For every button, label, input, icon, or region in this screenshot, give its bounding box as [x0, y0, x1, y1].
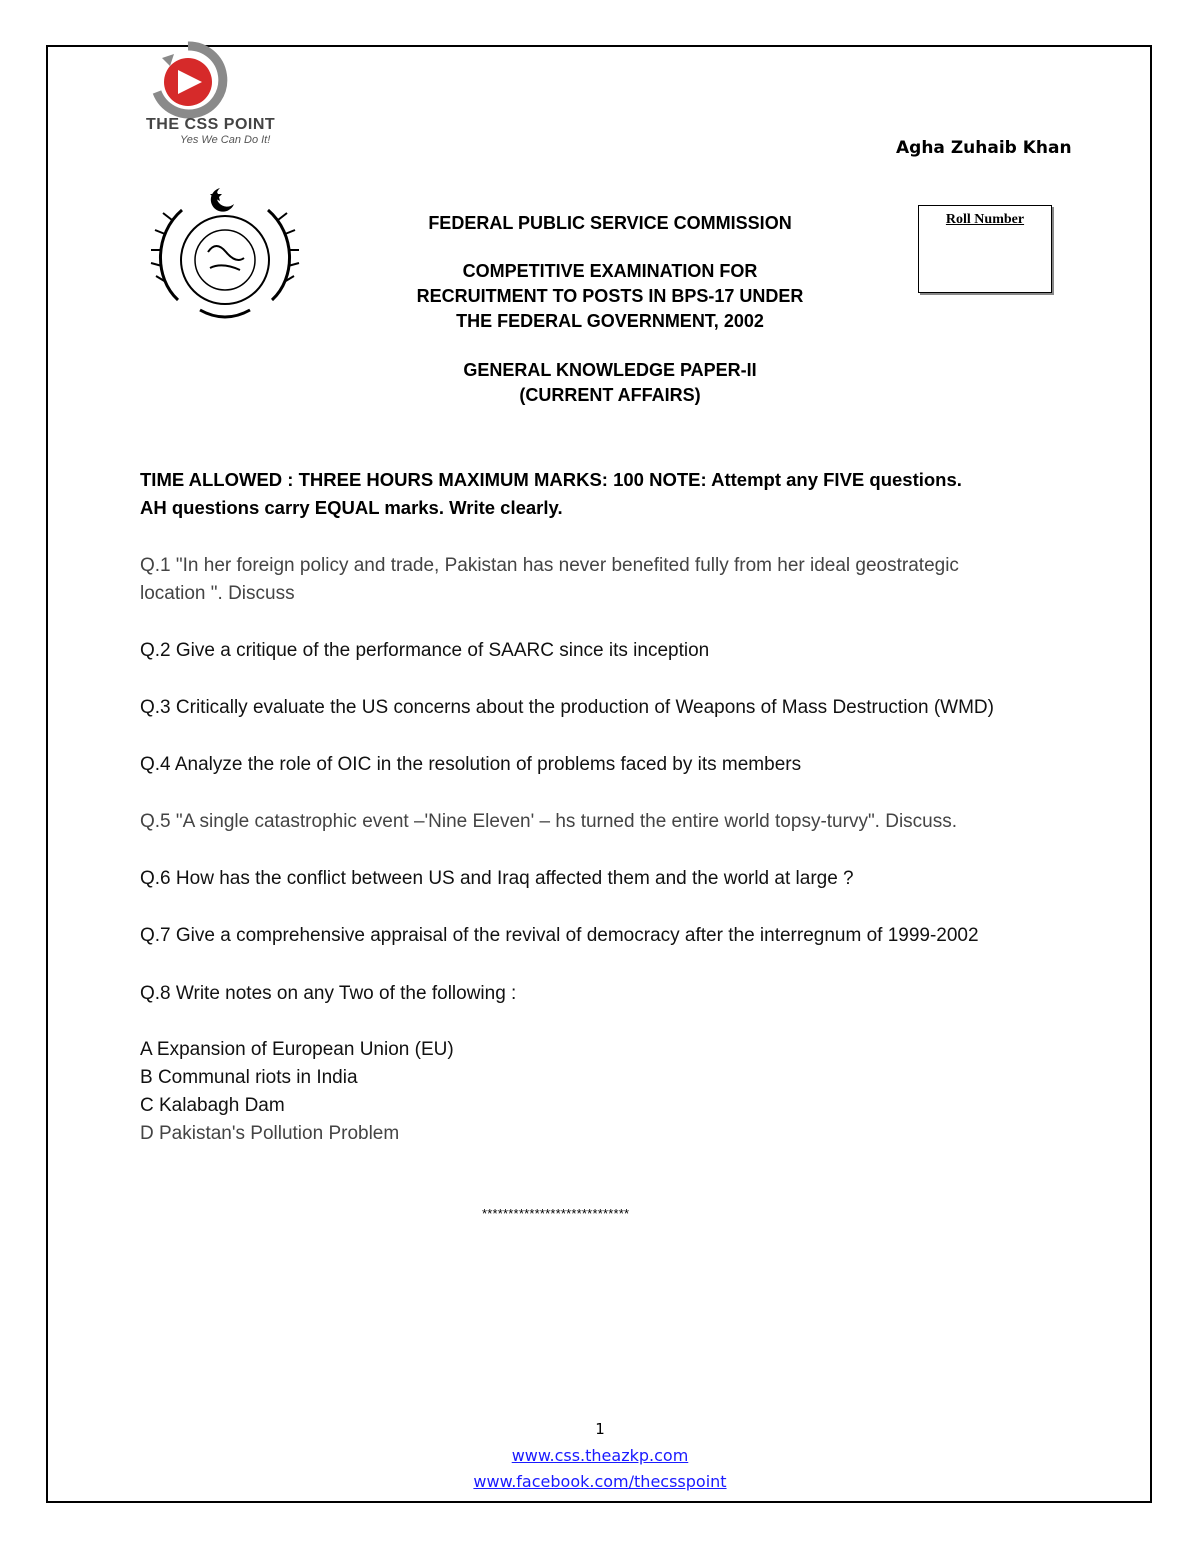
exam-title: COMPETITIVE EXAMINATION FOR RECRUITMENT TO POSTS IN BPS-17 UNDER THE FEDERAL GOVERNMENT, 2002: [416, 261, 804, 331]
question-5: Q.5 "A single catastrophic event –'Nine Eleven' – hs turned the entire world topsy-turvy". Discuss.: [140, 811, 958, 832]
exam-instructions: TIME ALLOWED : THREE HOURS MAXIMUM MARKS: 100 NOTE: Attempt any FIVE questions. AH questions carry EQUAL marks. Write clearly.: [140, 469, 962, 518]
commission-title: FEDERAL PUBLIC SERVICE COMMISSION: [428, 213, 792, 233]
logo-wordmark: THE CSS POINT: [146, 116, 276, 133]
question-6: Q.6 How has the conflict between US and Iraq affected them and the world at large ?: [140, 868, 854, 889]
fpsc-seal-icon: [150, 182, 300, 327]
notes-options-list: [140, 1036, 1130, 1148]
question-1: Q.1 "In her foreign policy and trade, Pakistan has never benefited fully from her ideal geostrategic location ". Discuss: [140, 555, 959, 604]
question-3: Q.3 Critically evaluate the US concerns about the production of Weapons of Mass Destruction (WMD): [140, 697, 994, 718]
roll-number-box[interactable]: [918, 205, 1052, 293]
author-name: Agha Zuhaib Khan: [896, 138, 1072, 158]
question-7: Q.7 Give a comprehensive appraisal of the revival of democracy after the interregnum of 1999-2002: [140, 925, 979, 946]
website-link[interactable]: www.css.theazkp.com: [511, 1446, 689, 1465]
logo-tagline: Yes We Can Do It!: [180, 134, 271, 146]
css-point-logo: [146, 40, 306, 160]
question-2: Q.2 Give a critique of the performance of SAARC since its inception: [140, 640, 710, 661]
list-item: A Expansion of European Union (EU): [140, 1039, 454, 1060]
page-number: 1: [595, 1420, 605, 1438]
list-item: B Communal riots in India: [140, 1067, 358, 1088]
logo-emblem-icon: [148, 40, 228, 120]
end-separator: ****************************: [482, 1206, 630, 1221]
question-4: Q.4 Analyze the role of OIC in the resolution of problems faced by its members: [140, 754, 802, 775]
list-item: C Kalabagh Dam: [140, 1095, 285, 1116]
roll-number-label: Roll Number: [945, 212, 1025, 227]
paper-title: GENERAL KNOWLEDGE PAPER-II (CURRENT AFFAIRS): [463, 360, 757, 405]
facebook-link[interactable]: www.facebook.com/thecsspoint: [473, 1472, 727, 1491]
question-8: Q.8 Write notes on any Two of the following :: [140, 983, 517, 1004]
list-item: D Pakistan's Pollution Problem: [140, 1123, 400, 1144]
